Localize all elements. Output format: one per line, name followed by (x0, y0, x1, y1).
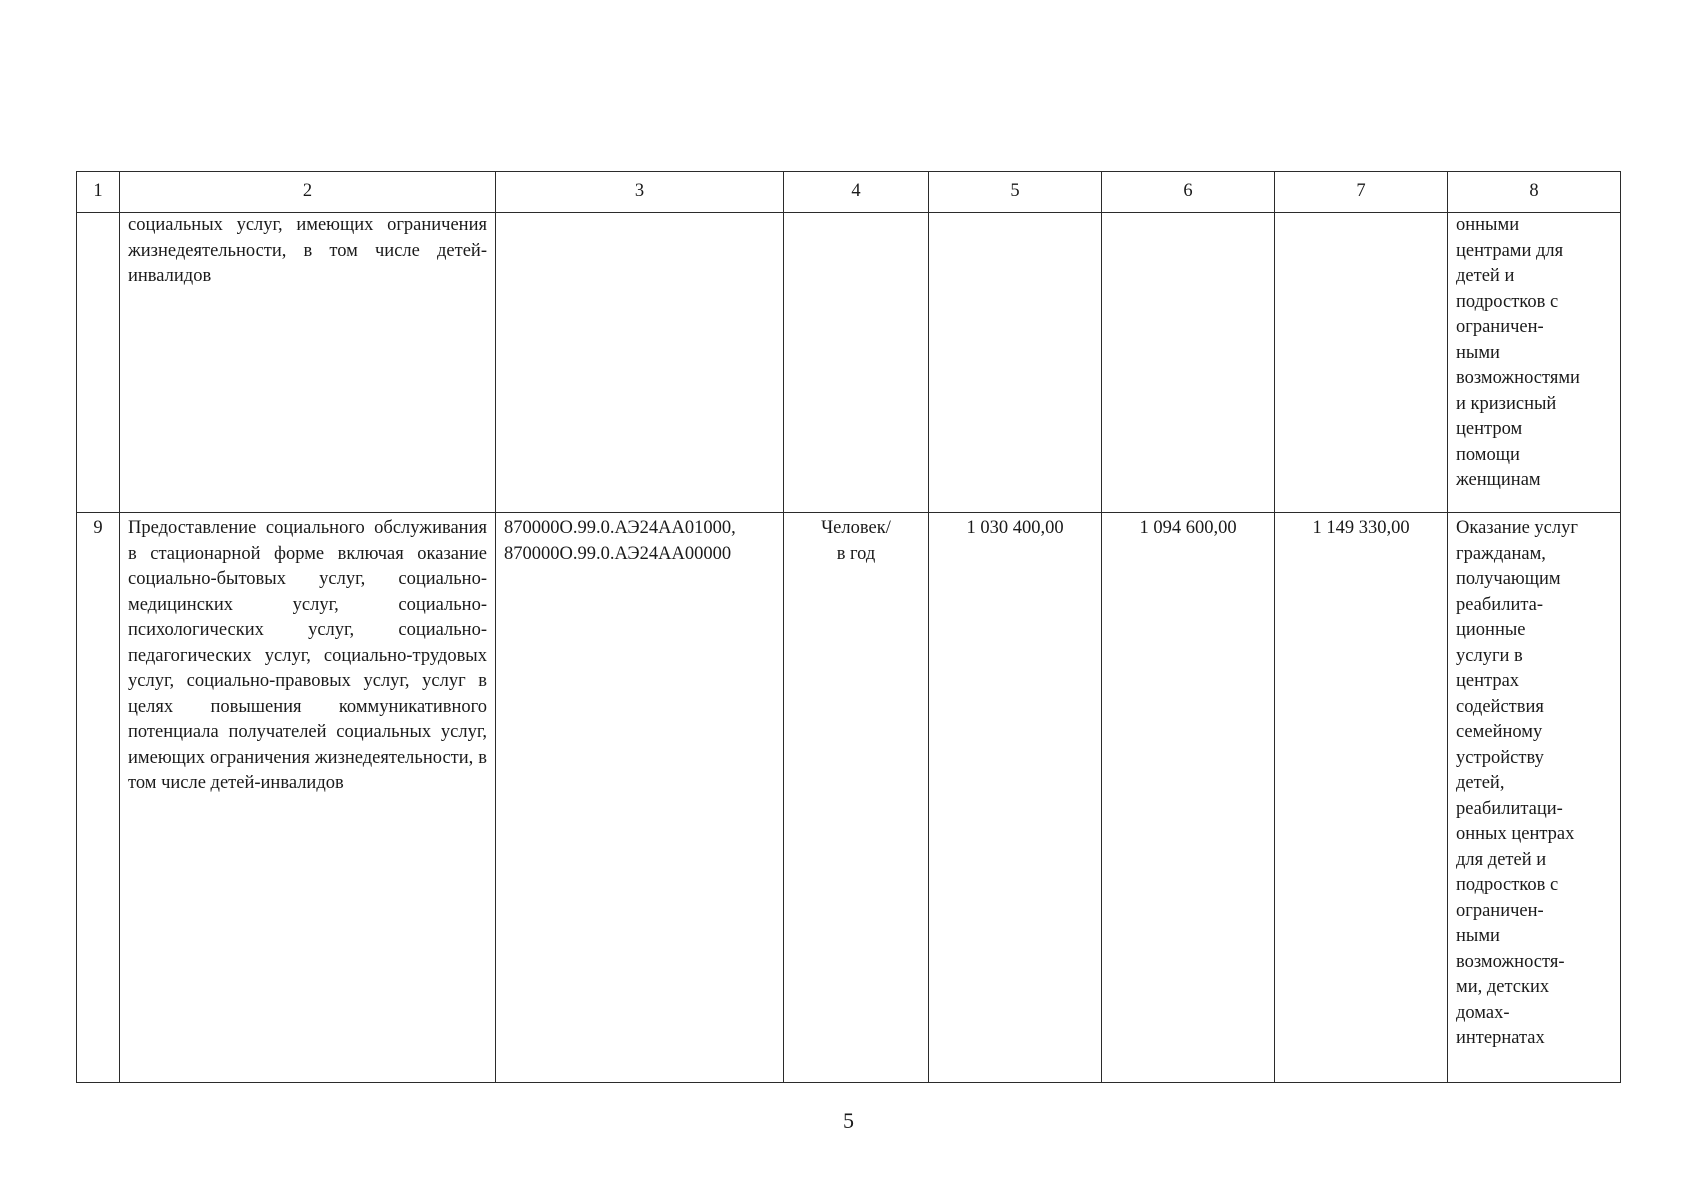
unit-line: Человек/ (821, 518, 891, 538)
description-line: возможностя- (1456, 951, 1565, 972)
description-line: женщинам (1456, 470, 1541, 490)
service-name-cell: Предоставление социального обслуживания в стационарной форме включая оказание социально-бытовых услуг, социально-медицинских услуг, социально-психологических услуг, социально-педагогических услуг, социально-трудовых услуг, социально-правовых услуг, услуг в целях повышения коммуникативного потенциала получателей социальных услуг, имеющих ограничения жизнедеятельности, в том числе детей-инвалидов (120, 513, 496, 1083)
description-line: домах- (1456, 1002, 1510, 1023)
description-line: получающим (1456, 569, 1561, 589)
page-number: 5 (843, 1108, 854, 1133)
value-2024-cell (1275, 213, 1448, 513)
value-2023-cell (1102, 213, 1275, 513)
table-row (77, 213, 1621, 513)
description-line: гражданам, (1456, 543, 1546, 564)
description-line: устройству (1456, 747, 1544, 768)
description-line: центрами для (1456, 240, 1564, 261)
description-line: центрах (1456, 671, 1520, 691)
header-cell-4: 4 (784, 172, 929, 213)
registry-code-cell (496, 513, 784, 1083)
description-line: подростков с (1456, 291, 1559, 312)
table-row (77, 513, 1621, 1083)
header-cell-1: 1 (77, 172, 120, 213)
row-number-cell: 9 (77, 513, 120, 1083)
registry-code-line: 870000О.99.0.АЭ24АА00000 (504, 543, 732, 564)
description-line: Оказание услуг (1456, 518, 1578, 538)
description-line: для детей и (1456, 849, 1547, 870)
registry-code-line: 870000О.99.0.АЭ24АА01000, (504, 518, 736, 538)
unit-line: в год (836, 543, 876, 564)
description-line: ограничен- (1456, 900, 1544, 921)
description-line: ционные (1456, 620, 1526, 640)
value-2024-cell: 1 149 330,00 (1275, 513, 1448, 1083)
value-2023-cell: 1 094 600,00 (1102, 513, 1275, 1083)
description-line: семейному (1456, 722, 1543, 742)
header-cell-6: 6 (1102, 172, 1275, 213)
description-line: реабилита- (1456, 594, 1544, 615)
description-line: детей и (1456, 266, 1515, 286)
description-line: услуги в (1456, 645, 1523, 666)
description-line: онных центрах (1456, 824, 1575, 844)
unit-cell (784, 513, 929, 1083)
description-line: онными (1456, 215, 1520, 235)
value-2022-cell: 1 030 400,00 (929, 513, 1102, 1083)
description-line: центром (1456, 419, 1523, 439)
description-cell (1448, 213, 1621, 513)
header-cell-2: 2 (120, 172, 496, 213)
header-cell-7: 7 (1275, 172, 1448, 213)
description-line: реабилитаци- (1456, 798, 1563, 819)
registry-code-cell (496, 213, 784, 513)
header-cell-8: 8 (1448, 172, 1621, 213)
unit-cell (784, 213, 929, 513)
header-cell-3: 3 (496, 172, 784, 213)
description-line: ными (1456, 342, 1500, 363)
value-2022-cell (929, 213, 1102, 513)
description-line: и кризисный (1456, 393, 1557, 414)
description-line: ми, детских (1456, 977, 1550, 997)
table-header-row (77, 172, 1621, 213)
row-number-cell (77, 213, 120, 513)
description-line: подростков с (1456, 875, 1559, 895)
description-line: ными (1456, 926, 1500, 946)
header-cell-5: 5 (929, 172, 1102, 213)
description-line: помощи (1456, 444, 1520, 465)
description-line: содействия (1456, 696, 1544, 717)
service-name-cell: социальных услуг, имеющих ограничения жизнедеятельности, в том числе детей-инвалидов (120, 213, 496, 513)
description-line: возможностями (1456, 368, 1580, 388)
description-line: ограничен- (1456, 317, 1544, 337)
services-table (76, 171, 1621, 1083)
description-line: детей, (1456, 773, 1505, 793)
description-cell (1448, 513, 1621, 1083)
description-line: интернатах (1456, 1028, 1545, 1048)
